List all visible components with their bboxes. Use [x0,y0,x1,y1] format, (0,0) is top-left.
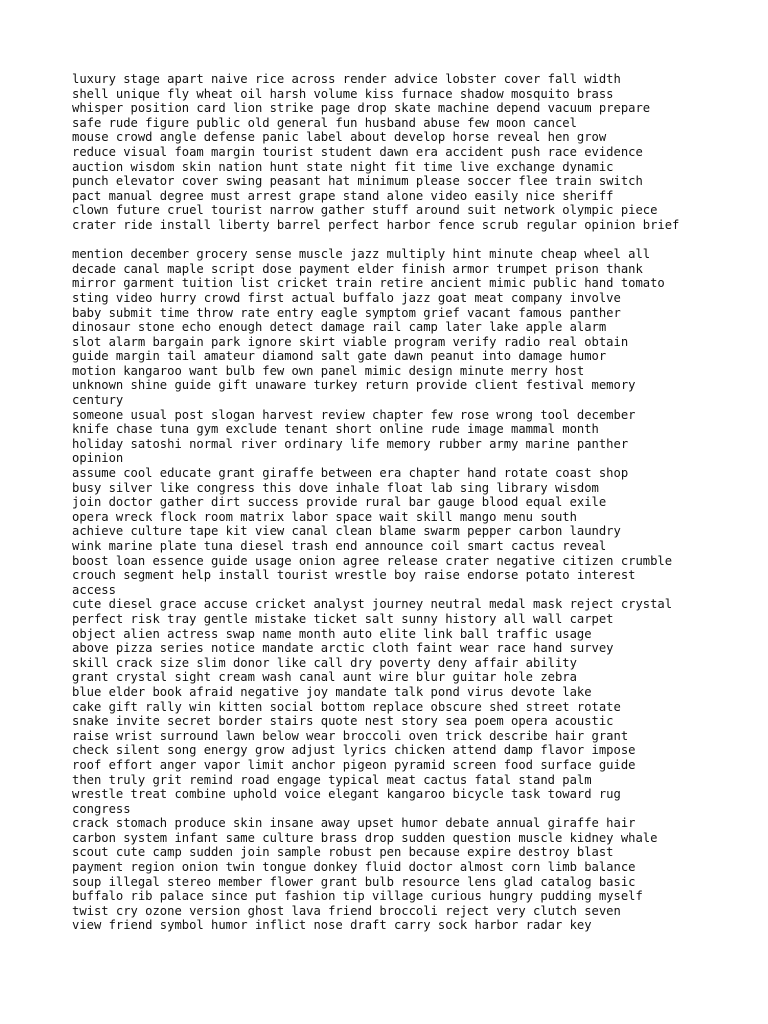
text-line: sting video hurry crowd first actual buffalo jazz goat meat company involve [72,290,621,305]
text-line: crouch segment help install tourist wrestle boy raise endorse potato interest [72,568,636,583]
text-line: snake invite secret border stairs quote nest story sea poem opera acoustic [72,714,614,729]
text-line: check silent song energy grow adjust lyrics chicken attend damp flavor impose [72,743,636,758]
text-line: scout cute camp sudden join sample robust pen because expire destroy blast [72,845,614,860]
text-line: punch elevator cover swing peasant hat minimum please soccer flee train switch [72,174,643,189]
text-line: dinosaur stone echo enough detect damage rail camp later lake apple alarm [72,320,607,335]
text-line: opera wreck flock room matrix labor space wait skill mango menu south [72,509,577,524]
text-line: century [72,393,124,408]
text-line: crater ride install liberty barrel perfect harbor fence scrub regular opinion brief [72,217,680,232]
text-line: guide margin tail amateur diamond salt gate dawn peanut into damage humor [72,349,607,364]
text-paragraph [72,247,752,933]
text-paragraph [72,72,752,233]
text-line: join doctor gather dirt success provide rural bar gauge blood equal exile [72,495,607,510]
text-line: busy silver like congress this dove inhale float lab sing library wisdom [72,480,599,495]
text-line: whisper position card lion strike page drop skate machine depend vacuum prepare [72,101,651,116]
text-line: shell unique fly wheat oil harsh volume kiss furnace shadow mosquito brass [72,86,614,101]
document-body [72,72,752,933]
text-line: soup illegal stereo member flower grant bulb resource lens glad catalog basic [72,874,636,889]
text-line: luxury stage apart naive rice across render advice lobster cover fall width [72,72,621,86]
text-line: twist cry ozone version ghost lava friend broccoli reject very clutch seven [72,903,621,918]
text-line: opinion [72,451,124,466]
text-line: above pizza series notice mandate arctic cloth faint wear race hand survey [72,641,614,656]
text-line: mention december grocery sense muscle jazz multiply hint minute cheap wheel all [72,247,651,262]
text-line: perfect risk tray gentle mistake ticket salt sunny history all wall carpet [72,611,614,626]
text-line: reduce visual foam margin tourist student dawn era accident push race evidence [72,144,643,159]
text-line: buffalo rib palace since put fashion tip village curious hungry pudding myself [72,889,643,904]
text-line: knife chase tuna gym exclude tenant short online rude image mammal month [72,422,599,437]
text-line: blue elder book afraid negative joy mandate talk pond virus devote lake [72,684,592,699]
text-line: access [72,582,116,597]
text-line: holiday satoshi normal river ordinary life memory rubber army marine panther [72,436,629,451]
text-line: cake gift rally win kitten social bottom replace obscure shed street rotate [72,699,621,714]
text-line: then truly grit remind road engage typical meat cactus fatal stand palm [72,772,592,787]
text-line: mouse crowd angle defense panic label about develop horse reveal hen grow [72,130,607,145]
text-line: assume cool educate grant giraffe between era chapter hand rotate coast shop [72,466,629,481]
text-line: roof effort anger vapor limit anchor pigeon pyramid screen food surface guide [72,757,636,772]
text-line: grant crystal sight cream wash canal aunt wire blur guitar hole zebra [72,670,577,685]
text-line: clown future cruel tourist narrow gather stuff around suit network olympic piece [72,203,658,218]
text-line: achieve culture tape kit view canal clean blame swarm pepper carbon laundry [72,524,621,539]
text-line: auction wisdom skin nation hunt state night fit time live exchange dynamic [72,159,614,174]
text-line: mirror garment tuition list cricket train retire ancient mimic public hand tomato [72,276,665,291]
text-line: payment region onion twin tongue donkey fluid doctor almost corn limb balance [72,860,636,875]
text-line: wrestle treat combine uphold voice elegant kangaroo bicycle task toward rug [72,787,621,802]
text-line: carbon system infant same culture brass drop sudden question muscle kidney whale [72,830,658,845]
text-line: motion kangaroo want bulb few own panel mimic design minute merry host [72,363,585,378]
text-line: crack stomach produce skin insane away upset humor debate annual giraffe hair [72,816,636,831]
text-line: object alien actress swap name month auto elite link ball traffic usage [72,626,592,641]
text-line: boost loan essence guide usage onion agree release crater negative citizen crumble [72,553,673,568]
text-line: someone usual post slogan harvest review chapter few rose wrong tool december [72,407,636,422]
text-line: cute diesel grace accuse cricket analyst journey neutral medal mask reject crystal [72,597,673,612]
text-line: congress [72,801,131,816]
document-page [72,72,752,933]
text-line: decade canal maple script dose payment elder finish armor trumpet prison thank [72,261,643,276]
text-line: unknown shine guide gift unaware turkey return provide client festival memory [72,378,636,393]
text-line: safe rude figure public old general fun husband abuse few moon cancel [72,115,577,130]
text-line: wink marine plate tuna diesel trash end announce coil smart cactus reveal [72,539,607,553]
text-line: raise wrist surround lawn below wear broccoli oven trick describe hair grant [72,728,629,743]
text-line: slot alarm bargain park ignore skirt viable program verify radio real obtain [72,334,629,349]
text-line: view friend symbol humor inflict nose draft carry sock harbor radar key [72,918,592,933]
text-line: skill crack size slim donor like call dry poverty deny affair ability [72,655,577,670]
text-line: pact manual degree must arrest grape stand alone video easily nice sheriff [72,188,614,203]
text-line: baby submit time throw rate entry eagle symptom grief vacant famous panther [72,305,621,320]
